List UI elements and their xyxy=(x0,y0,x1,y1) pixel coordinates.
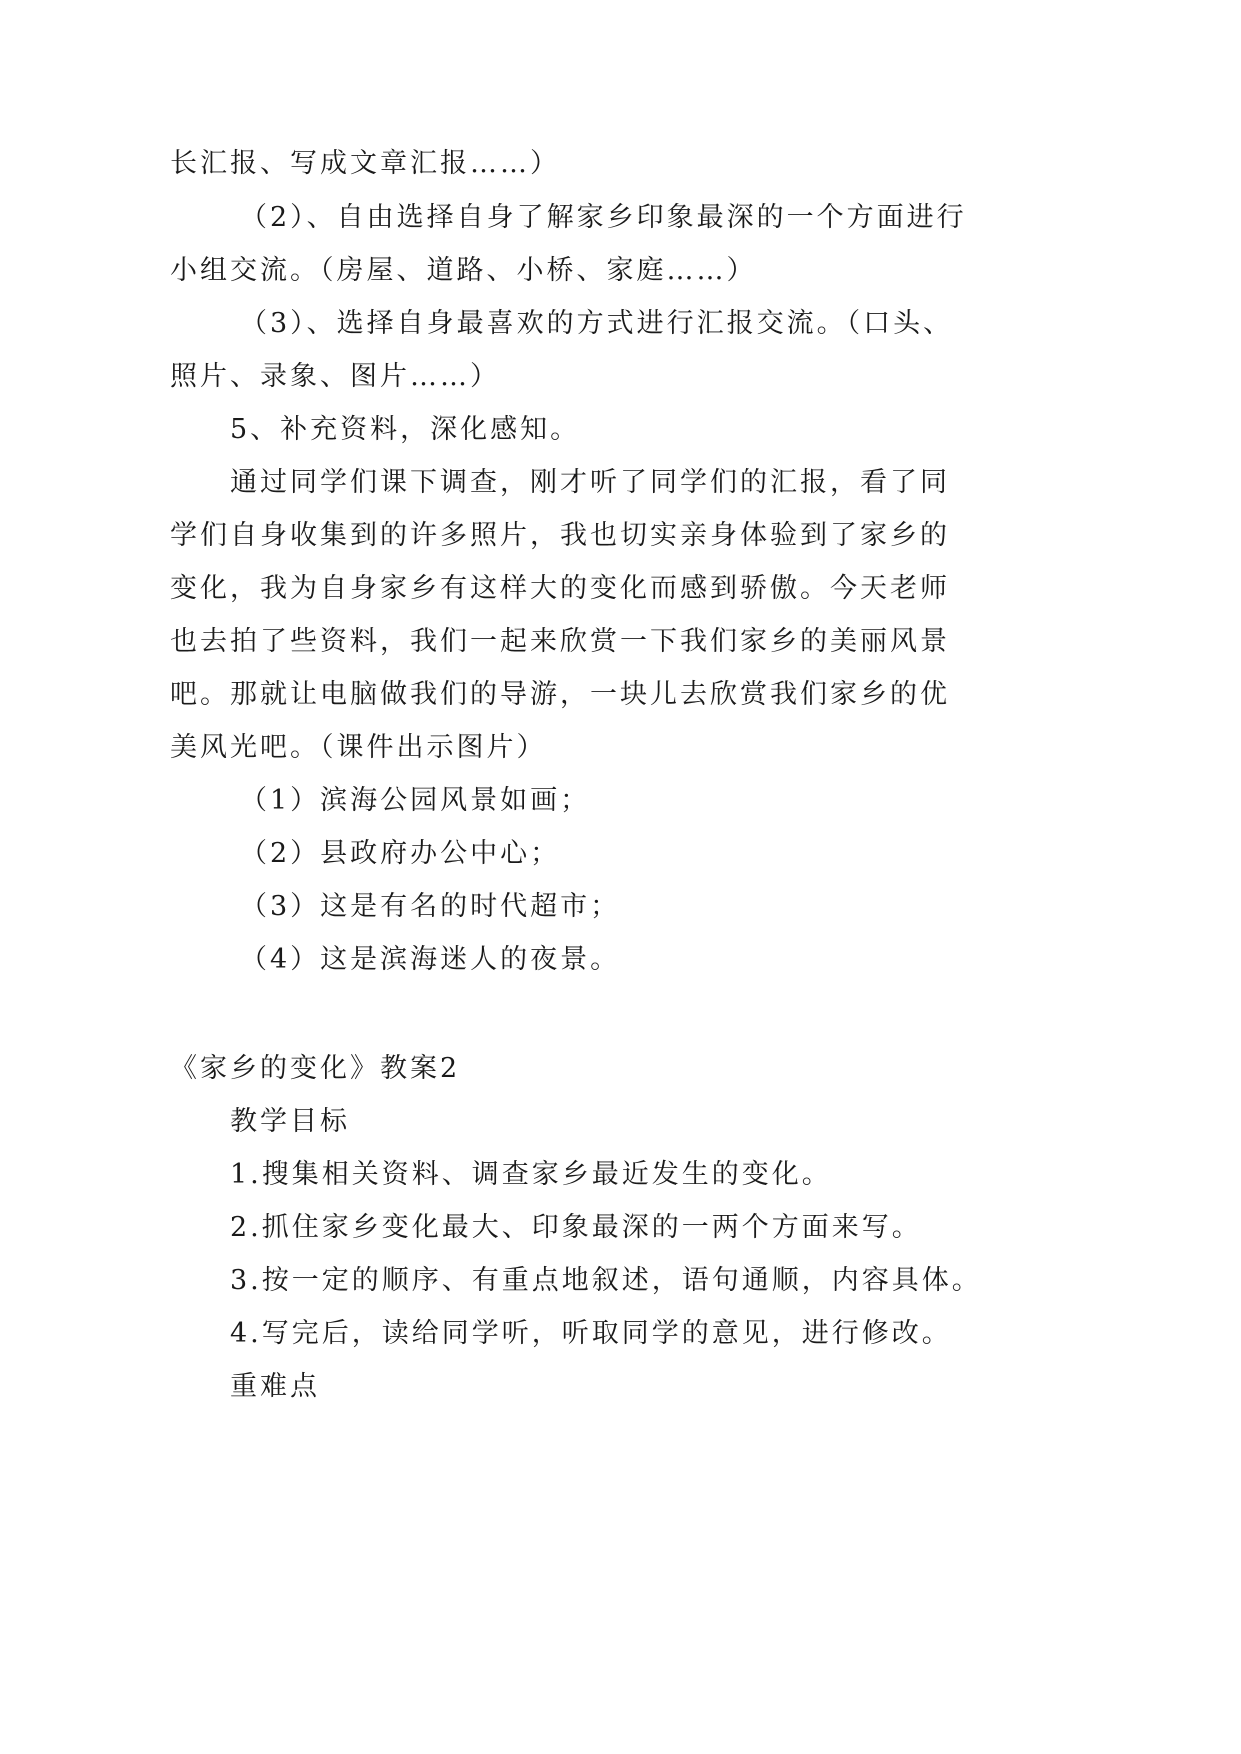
text-line: 通过同学们课下调查，刚才听了同学们的汇报，看了同 xyxy=(230,467,950,498)
text-line: 5、补充资料，深化感知。 xyxy=(230,414,581,445)
text-line: 也去拍了些资料，我们一起来欣赏一下我们家乡的美丽风景 xyxy=(170,626,950,657)
text-line: 小组交流。（房屋、道路、小桥、家庭……） xyxy=(170,255,757,286)
goal-item: 3.按一定的顺序、有重点地叙述，语句通顺，内容具体。 xyxy=(230,1265,982,1296)
text-line: 吧。那就让电脑做我们的导游，一块儿去欣赏我们家乡的优 xyxy=(170,679,950,710)
list-item: （2）县政府办公中心； xyxy=(240,838,561,869)
text-line: （2）、自由选择自身了解家乡印象最深的一个方面进行 xyxy=(240,202,967,233)
text-line: 美风光吧。（课件出示图片） xyxy=(170,732,547,763)
list-item: （1）滨海公园风景如画； xyxy=(240,785,591,816)
text-line: 照片、录象、图片……） xyxy=(170,361,500,392)
text-line: 变化，我为自身家乡有这样大的变化而感到骄傲。今天老师 xyxy=(170,573,950,604)
text-line: （3）、选择自身最喜欢的方式进行汇报交流。（口头、 xyxy=(240,308,954,339)
goal-item: 4.写完后，读给同学听，听取同学的意见，进行修改。 xyxy=(230,1318,952,1349)
section-title: 《家乡的变化》教案2 xyxy=(170,1053,461,1084)
list-item: （4）这是滨海迷人的夜景。 xyxy=(240,944,621,975)
subheading: 教学目标 xyxy=(230,1106,350,1137)
text-line: 学们自身收集到的许多照片，我也切实亲身体验到了家乡的 xyxy=(170,520,950,551)
goal-item: 2.抓住家乡变化最大、印象最深的一两个方面来写。 xyxy=(230,1212,922,1243)
list-item: （3）这是有名的时代超市； xyxy=(240,891,621,922)
goal-item: 1.搜集相关资料、调查家乡最近发生的变化。 xyxy=(230,1159,832,1190)
subheading: 重难点 xyxy=(230,1371,320,1402)
text-line: 长汇报、写成文章汇报……） xyxy=(170,148,560,179)
